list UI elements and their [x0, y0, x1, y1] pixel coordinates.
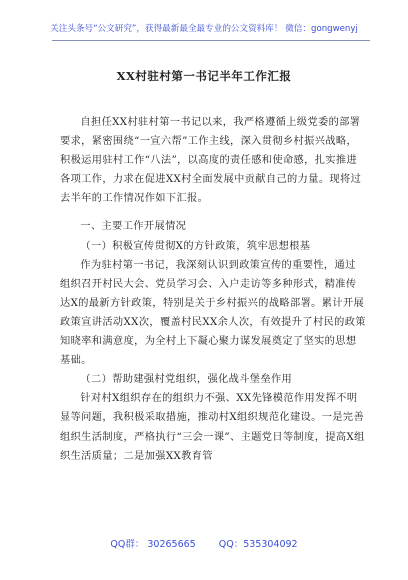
footer-qq: QQ：535304092: [218, 539, 298, 550]
subsection-heading: （二）帮助建强村党组织，强化战斗堡垒作用: [80, 374, 293, 386]
body-paragraph: 针对村X组织存在的组织力不强、XX先锋模范作用发挥不明显等问题，我积极采取措施，推动村X组织规范化建设。一是完善组织生活制度，严格执行“三会一课”、主题党日等制度，提高X组织生活质量；二是加强XX教育管: [60, 393, 365, 462]
intro-paragraph: 自担任XX村驻村第一书记以来，我严格遵循上级党委的部署要求，紧密围绕“一宣六帮”工作主线，深入贯彻乡村振兴战略，积极运用驻村工作“八法”，以高度的责任感和使命感，扎实推进各项工作，力求在促进XX村全面发展中贡献自己的力量。现将过去半年的工作情况作如下汇报。: [60, 117, 362, 205]
footer-contact: [0, 536, 408, 550]
document-body: [60, 113, 366, 466]
header-notice: 关注头条号“公文研究”，获得最新最全最专业的公文资料库！ 微信：gongwenyj: [50, 24, 358, 34]
section-heading: 一、主要工作开展情况: [80, 221, 187, 233]
document-title: XX村驻村第一书记半年工作汇报: [116, 69, 292, 83]
footer-qq-group: QQ群： 30265665: [110, 539, 196, 550]
body-paragraph: 作为驻村第一书记，我深刻认识到政策宣传的重要性，通过组织召开村民大会、党员学习会、入户走访等多种形式，精准传达X的最新方针政策，特别是关于乡村振兴的战略部署。累计开展政策宣讲活动XX次，覆盖村民XX余人次，有效提升了村民的政策知晓率和满意度，为全村上下凝心聚力谋发展奠定了坚实的思想基础。: [60, 259, 366, 367]
header-divider: [52, 40, 370, 41]
subsection-heading: （一）积极宣传贯彻X的方针政策，筑牢思想根基: [80, 240, 311, 252]
